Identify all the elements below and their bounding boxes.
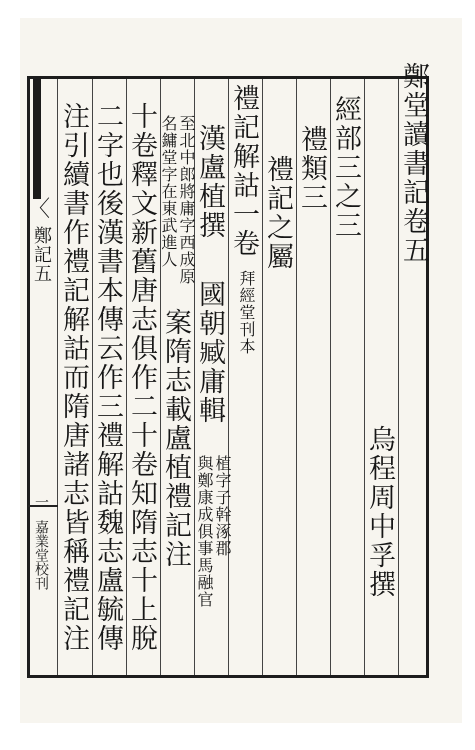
text-line: 注引續書作禮記解詁而隋唐諸志皆稱禮記注 [58,102,89,653]
text-line: 十卷釋文新舊唐志俱作二十卷知隋志十上脫 [126,102,157,653]
fishtail-block [33,79,41,199]
book-title: 禮記解詁一卷 [228,84,259,258]
text-line: 國朝臧庸輯 [194,280,225,425]
subcategory-heading: 禮記之屬 [262,155,293,271]
annotation-line: 至北中郎將庸字西成原 [177,115,196,285]
text-line: 二字也後漢書本傳云作三禮解詁魏志盧毓傳 [92,102,123,653]
page-title: 鄭堂讀書記卷五 [398,62,429,265]
fishtail-mark: 〈 [28,197,51,222]
section-heading: 經部三之三 [330,95,361,240]
text-line: 案隋志載盧植禮記注 [160,308,191,569]
text-line: 漢盧植撰 [194,124,225,240]
annotation-line: 與鄭康成俱事馬融官 [195,455,214,608]
author-line: 烏程周中孚撰 [364,425,395,599]
margin-page-number: 一 [33,495,49,509]
annotation-line: 名鏞堂字在東武進人 [159,115,178,268]
edition-note: 拜經堂刊本 [237,270,256,355]
annotation-line: 植字子幹涿郡 [213,455,232,557]
category-heading: 禮類三 [296,125,327,212]
margin-short-title: 鄭記五 [31,226,52,283]
margin-printer: 嘉業堂校刊 [33,520,49,590]
